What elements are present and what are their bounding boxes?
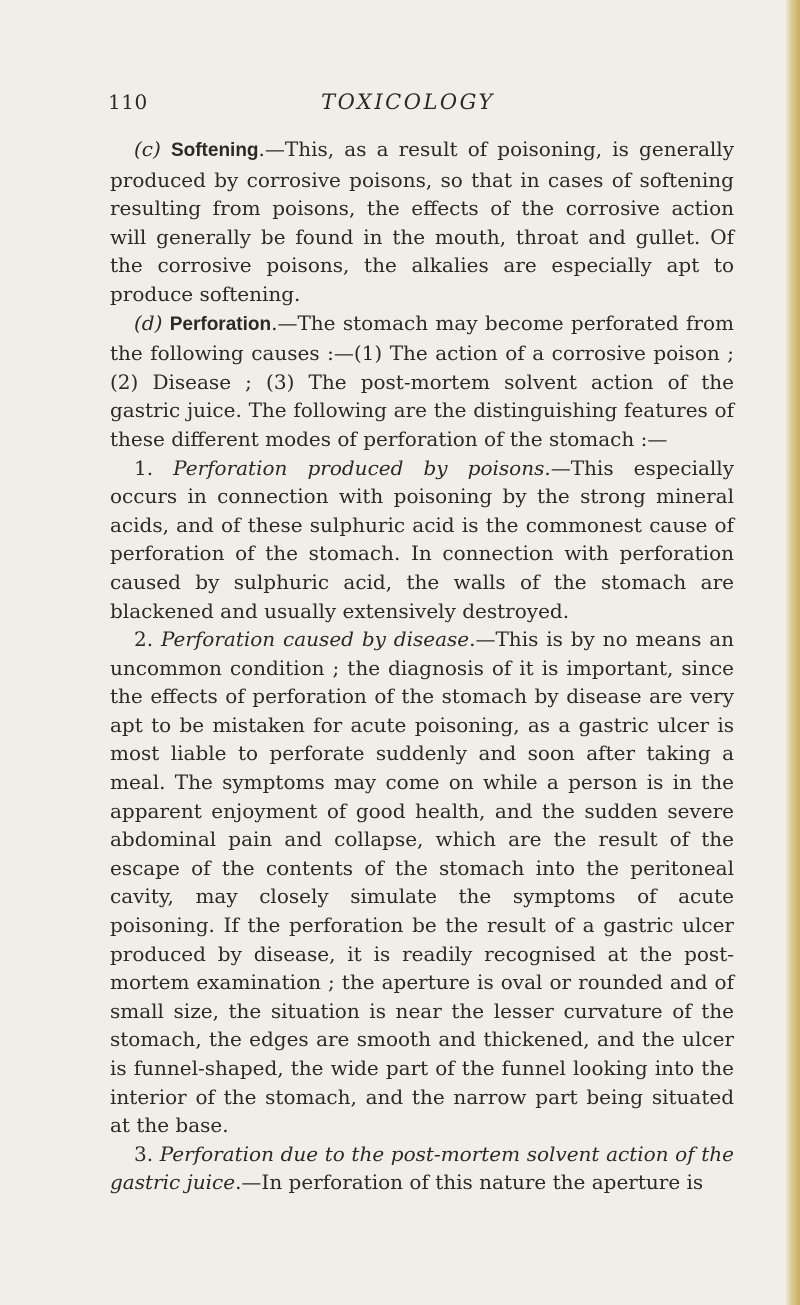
section-label: (c) [134, 137, 161, 161]
list-item-2 [110, 625, 734, 1140]
item-subheading: Perforation due to the post-mortem solvent action of the gastric juice [110, 1141, 735, 1195]
section-heading: Softening [170, 140, 259, 161]
section-heading: Perforation [169, 313, 272, 335]
list-item-1 [110, 454, 734, 626]
item-subheading: Perforation caused by disease [160, 627, 470, 652]
list-item-3 [110, 1140, 734, 1197]
item-subheading: Perforation produced by poisons [173, 455, 545, 480]
paragraph-text: .—The stomach may become perforated from the following causes :—(1) The action of a corrosive poison ; (2) Disease ; (3) The post-mortem solvent action of the gastric juice. The following are the distinguishing features of these different modes of perforation of the stomach :— [110, 310, 735, 451]
body-text [110, 135, 734, 1197]
page-number: 110 [108, 90, 148, 114]
item-text: .—This is by no means an uncommon condition ; the diagnosis of it is important, since the effects of perforation of the stomach by disease are very apt to be mistaken for acute poisoning, as a gastric ulcer is most liable to perforate suddenly and soon after taking a meal. The symptoms may come on while a person is in the apparent enjoyment of good health, and the sudden severe abdominal pain and collapse, which are the result of the escape of the contents of the stomach into the peritoneal cavity, may closely simulate the symptoms of acute poisoning. If the perforation be the result of a gastric ulcer produced by disease, it is readily recognised at the post-mortem examination ; the aperture is oval or rounded and of small size, the situation is near the lesser curvature of the stomach, the edges are smooth and thickened, and the ulcer is funnel-shaped, the wide part of the funnel looking into the interior of the stomach, and the narrow part being situated at the base. [110, 627, 734, 1138]
running-title: TOXICOLOGY [321, 90, 495, 114]
paragraph-softening [110, 135, 734, 309]
item-number: 1. [134, 455, 154, 480]
item-number: 3. [134, 1141, 154, 1166]
item-text: .—This especially occurs in connection with poisoning by the strong mineral acids, and of these sulphuric acid is the commonest cause of perforation of the stomach. In connection with perforation caused by sulphuric acid, the walls of the stomach are blackened and usually extensively destroyed. [110, 455, 735, 623]
page-edge [786, 0, 800, 1305]
item-text: .—In perforation of this nature the aperture is [235, 1170, 704, 1195]
page-header [108, 90, 708, 120]
item-number: 2. [134, 627, 154, 652]
section-label: (d) [134, 310, 163, 335]
paragraph-perforation [110, 309, 734, 454]
paragraph-text: .—This, as a result of poisoning, is generally produced by corrosive poisons, so that in cases of softening resulting from poisons, the effects of the corrosive action will generally be found in the mouth, throat and gullet. Of the corrosive poisons, the alkalies are especially apt to produce softening. [110, 137, 734, 306]
